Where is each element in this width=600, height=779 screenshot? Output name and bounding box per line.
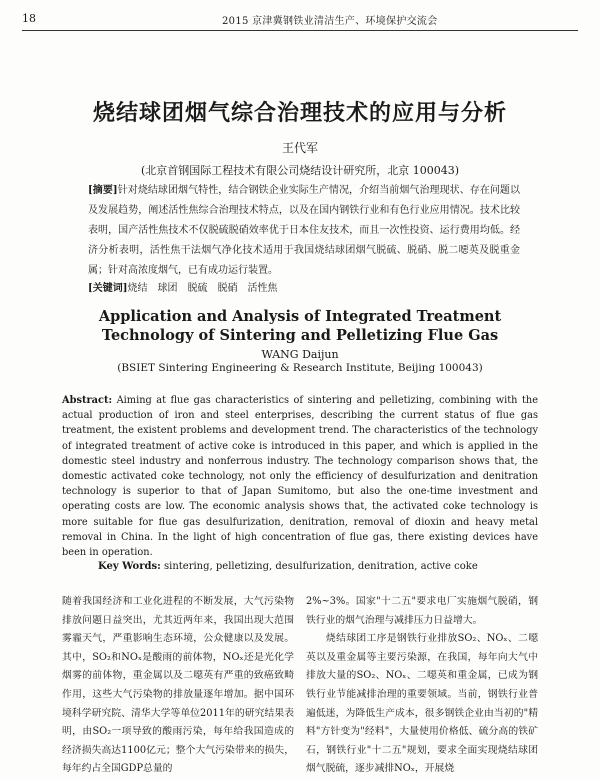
affiliation-chinese: (北京首钢国际工程技术有限公司烧结设计研究所，北京 100043) xyxy=(140,164,460,177)
body-column-right xyxy=(306,593,538,779)
abstract-chinese xyxy=(88,181,520,281)
body-right-paragraph-2: 烧结球团工序是钢铁行业排放SO₂、NOₓ、二噁英以及重金属等主要污染源，在我国，每年向大气中排放大量的SO₂、NOₓ、二噁英和重金属，已成为钢铁行业节能减排治理的重要领域。当前，钢铁行业普遍低迷，为降低生产成本，很多钢铁企业由当初的"精料"方针变为"经料"，大量使用价格低、硫分高的铁矿石，钢铁行业"十二五"规划，要求全面实现烧结球团烟气脱硫，逐步减排NOₓ，开展烧 xyxy=(306,633,538,775)
keywords-english xyxy=(98,561,538,572)
journal-title: 2015 京津冀钢铁业清洁生产、环境保护交流会 xyxy=(222,16,438,27)
keywords-english-label: Key Words: xyxy=(98,561,161,572)
body-right-text-3: ，钢铁行业的烟气治理与减排压力日益增大。 xyxy=(306,596,539,626)
keywords-chinese-label: [关键词] xyxy=(88,283,128,294)
author-chinese: 王代军 xyxy=(281,141,318,155)
abstract-english-label: Abstract: xyxy=(62,395,113,406)
keywords-chinese-text: 烧结 球团 脱硫 脱硝 活性焦 xyxy=(127,283,278,294)
page-number: 18 xyxy=(22,12,36,25)
affiliation-english: (BSIET Sintering Engineering & Research Institute, Beijing 100043) xyxy=(117,362,483,374)
body-right-text-2: 。国家"十二五"要求电厂实施烟气脱硝 xyxy=(345,596,519,607)
body-right-text-1: 2%~3% xyxy=(306,596,346,607)
body-column-left xyxy=(62,593,294,779)
title-english: Application and Analysis of Integrated Treatment Technology of Sintering and Pelletizing Flue Gas xyxy=(98,308,502,344)
body-left-text: 随着我国经济和工业化进程的不断发展，大气污染物排放问题日益突出，尤其近两年来，我国出现大范围雾霾天气，严重影响生态环境，公众健康以及发展。其中，SO₂和NOₓ是酸雨的前体物，NOₓ还是光化学烟雾的前体物，重金属以及二噁英有严重的致癌致畸作用，这些大气污染物的排放量逐年增加。据中国环境科学研究院、清华大学等单位2011年的研究结果表明，由SO₂一项导致的酸雨污染，每年给我国造成的经济损失高达1100亿元；整个大气污染带来的损失，每年约占全国GDP总量的 xyxy=(62,596,294,775)
abstract-chinese-text: 针对烧结球团烟气特性，结合钢铁企业实际生产情况，介绍当前烟气治理现状、存在问题以及发展趋势，阐述活性焦综合治理技术特点，以及在国内钢铁行业和有色行业应用情况。技术比较表明，国产活性焦技术不仅脱硫脱硝效率优于日本住友技术，而且一次性投资、运行费用均低。经济分析表明，活性焦干法烟气净化技术适用于我国烧结球团烟气脱硫、脱硝、脱二噁英及脱重金属；针对高浓度烟气，已有成功运行装置。 xyxy=(88,185,520,276)
title-chinese: 烧结球团烟气综合治理技术的应用与分析 xyxy=(92,101,507,126)
keywords-english-text: sintering, pelletizing, desulfurization, denitration, active coke xyxy=(163,561,478,572)
abstract-english-text: Aiming at flue gas characteristics of sintering and pelletizing, combining with the actual production of iron and steel enterprises, describing the current status of flue gas treatment, the existent problems and development trend. The characteristics of the technology of integrated treatment of active coke is introduced in this paper, and which is applied in the domestic steel industry and nonferrous industry. The technology comparison shows that, the domestic activated coke technology, not only the efficiency of desulfurization and denitration technology is superior to that of Japan Sumitomo, but also the one-time investment and operating costs are low. The economic analysis shows that, the activated coke technology is more suitable for flue gas desulfurization, denitration, removal of dioxin and heavy metal removal in China. In the light of high concentration of flue gas, there existing devices have been in operation. xyxy=(62,395,538,559)
running-header xyxy=(22,8,578,31)
abstract-english xyxy=(62,393,538,560)
keywords-chinese xyxy=(88,279,520,294)
author-english: WANG Daijun xyxy=(261,348,339,361)
abstract-chinese-label: [摘要] xyxy=(88,185,118,196)
